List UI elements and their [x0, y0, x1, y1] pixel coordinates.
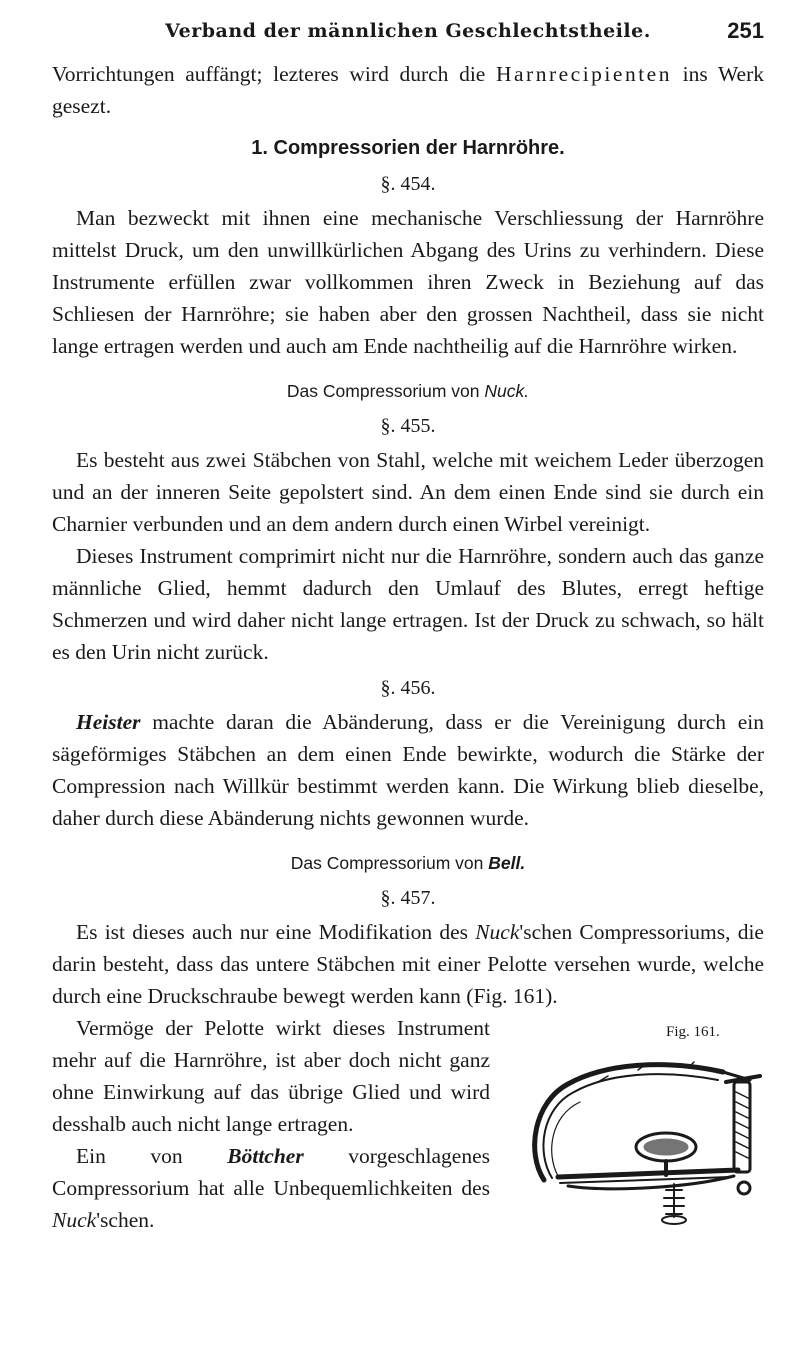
- page-number: 251: [727, 18, 764, 43]
- subheading-bell: Das Compressorium von Bell.: [290, 853, 526, 873]
- paragraph-455-b: Dieses Instrument comprimirt nicht nur die Harnröhre, sondern auch das ganze männliche Glied, hemmt dadurch den Umlauf des Blutes, erregt heftige Schmerzen und wird daher nicht lange ertragen. Ist der Druck zu schwach, so hält es den Urin nicht zurück.: [52, 544, 764, 664]
- paragraph-457-c: Ein von Böttcher vorgeschlagenes Compressorium hat alle Unbequemlichkeiten des Nuck'schen.: [52, 1144, 490, 1232]
- paragraph-457-a: Es ist dieses auch nur eine Modifikation des Nuck'schen Compressoriums, die darin besteht, dass das untere Stäbchen mit einer Pelotte versehen wurde, welche durch eine Druckschraube bewegt werden kann (Fig. 161).: [52, 920, 764, 1008]
- name-nuck: Nuck: [475, 920, 520, 944]
- paragraph-number-455: §. 455.: [380, 415, 436, 437]
- intro-paragraph: Vorrichtungen auffängt; lezteres wird durch die Harnrecipienten ins Werk gesezt.: [52, 62, 764, 118]
- figure-161: [498, 1014, 788, 1239]
- section-heading: 1. Compressorien der Harnröhre.: [251, 137, 565, 159]
- term-harnrecipienten: Harnrecipienten: [495, 62, 672, 86]
- book-page: [52, 14, 764, 1239]
- paragraph-number-456: §. 456.: [380, 677, 436, 699]
- paragraph-457-b: Vermöge der Pelotte wirkt dieses Instrument mehr auf die Harnröhre, ist aber doch nicht ganz ohne Einwirkung auf das übrige Glied und wird desshalb auch nicht lange ertragen.: [52, 1016, 490, 1136]
- paragraph-number-457: §. 457.: [380, 887, 436, 909]
- name-heister: Heister: [76, 710, 141, 734]
- name-boettcher: Böttcher: [227, 1144, 304, 1168]
- compressorium-illustration: [498, 1042, 788, 1237]
- running-title: Verband der männlichen Geschlechtstheile.: [165, 20, 651, 42]
- paragraph-454: Man bezweckt mit ihnen eine mechanische Verschliessung der Harnröhre mittelst Druck, um den unwillkürlichen Abgang des Urins zu verhindern. Diese Instrumente erfüllen zwar vollkommen ihren Zweck in Beziehung auf das Schliesen der Harnröhre; sie haben aber den grossen Nachtheil, dass sie nicht lange ertragen werden und auch am Ende nachtheilig auf die Harnröhre wirken.: [52, 206, 764, 358]
- paragraph-456: Heister machte daran die Abänderung, dass er die Vereinigung durch ein sägeförmiges Stäbchen an dem einen Ende bewirkte, wodurch die Stärke der Compression nach Willkür bestimmt werden kann. Die Wirkung blieb dieselbe, daher durch diese Abänderung nichts gewonnen wurde.: [52, 710, 764, 830]
- name-nuck-2: Nuck: [52, 1208, 97, 1232]
- paragraph-455-a: Es besteht aus zwei Stäbchen von Stahl, welche mit weichem Leder überzogen und an der inneren Seite gepolstert sind. An dem einen Ende sind sie durch ein Charnier verbunden und an dem andern durch einen Wirbel vereinigt.: [52, 448, 764, 536]
- paragraph-number-454: §. 454.: [380, 173, 436, 195]
- subheading-nuck: Das Compressorium von Nuck.: [286, 381, 530, 401]
- page-header: [52, 14, 764, 58]
- figure-label: Fig. 161.: [666, 1024, 720, 1040]
